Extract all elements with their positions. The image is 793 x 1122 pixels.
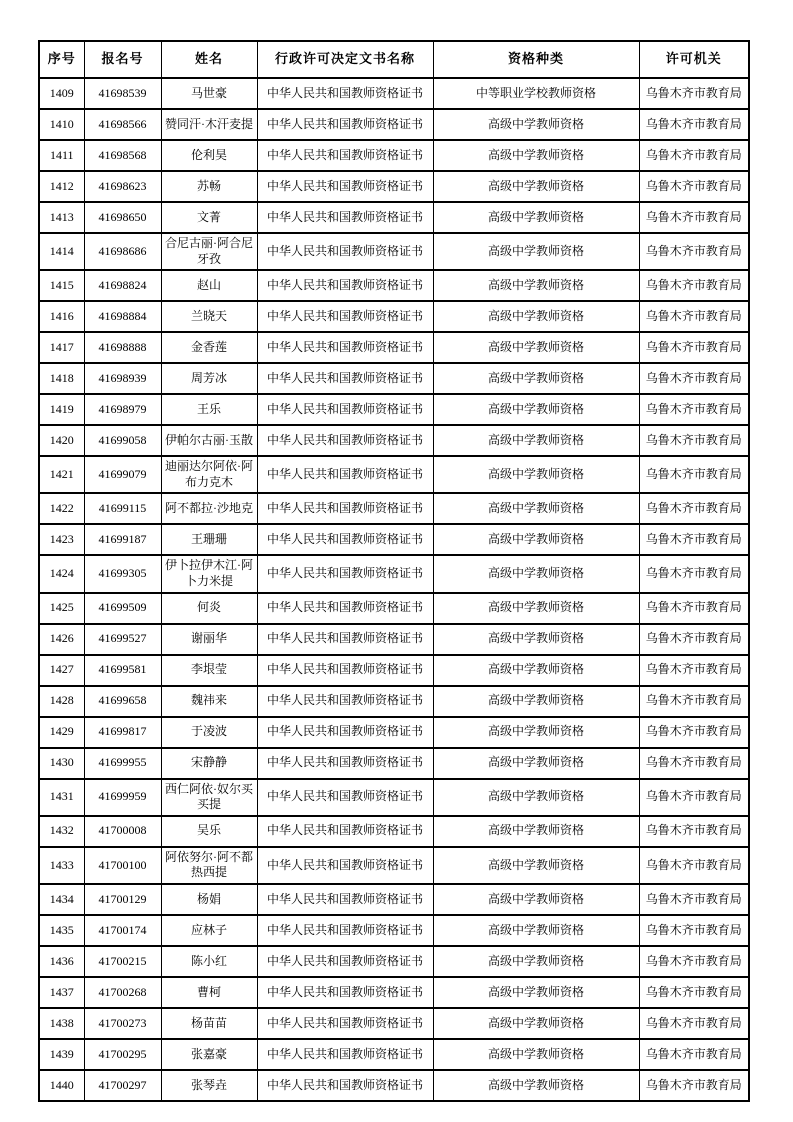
table-row [39, 915, 749, 946]
cell-registration-number: 41698824 [84, 270, 161, 301]
table-row [39, 1008, 749, 1039]
column-header-registration-number: 报名号 [84, 41, 161, 78]
table-row [39, 301, 749, 332]
cell-index: 1436 [39, 946, 84, 977]
cell-index: 1418 [39, 363, 84, 394]
cell-qualification-type: 高级中学教师资格 [433, 301, 639, 332]
cell-name: 赞同汗·木汗麦提 [161, 109, 257, 140]
cell-name: 何炎 [161, 593, 257, 624]
table-row [39, 202, 749, 233]
cell-name: 文菁 [161, 202, 257, 233]
cell-authority: 乌鲁木齐市教育局 [639, 363, 749, 394]
cell-registration-number: 41699959 [84, 779, 161, 816]
cell-document-title: 中华人民共和国教师资格证书 [257, 1070, 433, 1101]
cell-document-title: 中华人民共和国教师资格证书 [257, 717, 433, 748]
cell-document-title: 中华人民共和国教师资格证书 [257, 202, 433, 233]
column-header-name: 姓名 [161, 41, 257, 78]
table-row [39, 717, 749, 748]
cell-registration-number: 41698888 [84, 332, 161, 363]
cell-document-title: 中华人民共和国教师资格证书 [257, 171, 433, 202]
cell-registration-number: 41698884 [84, 301, 161, 332]
table-row [39, 655, 749, 686]
cell-qualification-type: 高级中学教师资格 [433, 624, 639, 655]
cell-authority: 乌鲁木齐市教育局 [639, 717, 749, 748]
cell-name: 伊帕尔古丽·玉散 [161, 425, 257, 456]
cell-authority: 乌鲁木齐市教育局 [639, 171, 749, 202]
cell-qualification-type: 高级中学教师资格 [433, 717, 639, 748]
cell-name: 吴乐 [161, 816, 257, 847]
cell-registration-number: 41698568 [84, 140, 161, 171]
cell-index: 1414 [39, 233, 84, 270]
table-row [39, 977, 749, 1008]
cell-index: 1426 [39, 624, 84, 655]
cell-document-title: 中华人民共和国教师资格证书 [257, 270, 433, 301]
cell-name: 阿不都拉·沙地克 [161, 493, 257, 524]
cell-name: 苏畅 [161, 171, 257, 202]
cell-registration-number: 41699115 [84, 493, 161, 524]
cell-name: 谢丽华 [161, 624, 257, 655]
cell-qualification-type: 高级中学教师资格 [433, 847, 639, 884]
table-row [39, 1039, 749, 1070]
cell-registration-number: 41698623 [84, 171, 161, 202]
cell-registration-number: 41699955 [84, 748, 161, 779]
cell-qualification-type: 高级中学教师资格 [433, 425, 639, 456]
cell-index: 1419 [39, 394, 84, 425]
cell-document-title: 中华人民共和国教师资格证书 [257, 140, 433, 171]
cell-registration-number: 41700297 [84, 1070, 161, 1101]
table-row [39, 425, 749, 456]
cell-registration-number: 41698686 [84, 233, 161, 270]
cell-qualification-type: 高级中学教师资格 [433, 1039, 639, 1070]
cell-index: 1422 [39, 493, 84, 524]
cell-qualification-type: 高级中学教师资格 [433, 363, 639, 394]
cell-registration-number: 41699305 [84, 555, 161, 592]
cell-authority: 乌鲁木齐市教育局 [639, 78, 749, 109]
table-row [39, 748, 749, 779]
cell-authority: 乌鲁木齐市教育局 [639, 1008, 749, 1039]
cell-qualification-type: 高级中学教师资格 [433, 202, 639, 233]
table-row [39, 884, 749, 915]
cell-document-title: 中华人民共和国教师资格证书 [257, 109, 433, 140]
cell-name: 周芳冰 [161, 363, 257, 394]
cell-index: 1421 [39, 456, 84, 493]
cell-document-title: 中华人民共和国教师资格证书 [257, 1039, 433, 1070]
cell-registration-number: 41700129 [84, 884, 161, 915]
cell-document-title: 中华人民共和国教师资格证书 [257, 394, 433, 425]
cell-name: 李垠莹 [161, 655, 257, 686]
cell-qualification-type: 高级中学教师资格 [433, 555, 639, 592]
cell-authority: 乌鲁木齐市教育局 [639, 493, 749, 524]
cell-document-title: 中华人民共和国教师资格证书 [257, 593, 433, 624]
cell-name: 赵山 [161, 270, 257, 301]
cell-authority: 乌鲁木齐市教育局 [639, 109, 749, 140]
cell-qualification-type: 高级中学教师资格 [433, 140, 639, 171]
table-row [39, 332, 749, 363]
cell-authority: 乌鲁木齐市教育局 [639, 1039, 749, 1070]
cell-authority: 乌鲁木齐市教育局 [639, 624, 749, 655]
cell-registration-number: 41700273 [84, 1008, 161, 1039]
cell-name: 王珊珊 [161, 524, 257, 555]
cell-qualification-type: 高级中学教师资格 [433, 233, 639, 270]
table-row [39, 233, 749, 270]
cell-name: 金香莲 [161, 332, 257, 363]
cell-name: 马世豪 [161, 78, 257, 109]
table-row [39, 779, 749, 816]
cell-authority: 乌鲁木齐市教育局 [639, 332, 749, 363]
cell-index: 1413 [39, 202, 84, 233]
cell-name: 陈小红 [161, 946, 257, 977]
cell-index: 1440 [39, 1070, 84, 1101]
column-header-qualification-type: 资格种类 [433, 41, 639, 78]
cell-registration-number: 41700008 [84, 816, 161, 847]
cell-authority: 乌鲁木齐市教育局 [639, 524, 749, 555]
cell-index: 1411 [39, 140, 84, 171]
cell-authority: 乌鲁木齐市教育局 [639, 555, 749, 592]
cell-qualification-type: 高级中学教师资格 [433, 493, 639, 524]
cell-qualification-type: 高级中学教师资格 [433, 748, 639, 779]
column-header-document-title: 行政许可决定文书名称 [257, 41, 433, 78]
cell-index: 1420 [39, 425, 84, 456]
cell-qualification-type: 高级中学教师资格 [433, 270, 639, 301]
cell-index: 1412 [39, 171, 84, 202]
cell-document-title: 中华人民共和国教师资格证书 [257, 686, 433, 717]
cell-document-title: 中华人民共和国教师资格证书 [257, 977, 433, 1008]
cell-name: 王乐 [161, 394, 257, 425]
cell-index: 1431 [39, 779, 84, 816]
cell-index: 1427 [39, 655, 84, 686]
cell-registration-number: 41700215 [84, 946, 161, 977]
cell-index: 1429 [39, 717, 84, 748]
table-row [39, 363, 749, 394]
table-row [39, 524, 749, 555]
cell-name: 张嘉豪 [161, 1039, 257, 1070]
cell-qualification-type: 高级中学教师资格 [433, 884, 639, 915]
cell-registration-number: 41699187 [84, 524, 161, 555]
cell-authority: 乌鲁木齐市教育局 [639, 915, 749, 946]
cell-qualification-type: 中等职业学校教师资格 [433, 78, 639, 109]
cell-name: 杨娟 [161, 884, 257, 915]
cell-index: 1438 [39, 1008, 84, 1039]
cell-name: 伊卜拉伊木江·阿卜力米提 [161, 555, 257, 592]
cell-qualification-type: 高级中学教师资格 [433, 109, 639, 140]
cell-qualification-type: 高级中学教师资格 [433, 394, 639, 425]
cell-registration-number: 41699658 [84, 686, 161, 717]
cell-authority: 乌鲁木齐市教育局 [639, 270, 749, 301]
cell-authority: 乌鲁木齐市教育局 [639, 394, 749, 425]
cell-index: 1439 [39, 1039, 84, 1070]
license-records-table [38, 40, 750, 1102]
cell-document-title: 中华人民共和国教师资格证书 [257, 915, 433, 946]
cell-qualification-type: 高级中学教师资格 [433, 171, 639, 202]
cell-index: 1417 [39, 332, 84, 363]
table-row [39, 493, 749, 524]
cell-document-title: 中华人民共和国教师资格证书 [257, 425, 433, 456]
column-header-authority: 许可机关 [639, 41, 749, 78]
table-header-row [39, 41, 749, 78]
cell-index: 1410 [39, 109, 84, 140]
cell-index: 1428 [39, 686, 84, 717]
cell-name: 合尼古丽·阿合尼牙孜 [161, 233, 257, 270]
cell-authority: 乌鲁木齐市教育局 [639, 140, 749, 171]
cell-document-title: 中华人民共和国教师资格证书 [257, 524, 433, 555]
table-row [39, 1070, 749, 1101]
cell-document-title: 中华人民共和国教师资格证书 [257, 456, 433, 493]
table-row [39, 624, 749, 655]
cell-name: 阿依努尔·阿不都热西提 [161, 847, 257, 884]
cell-authority: 乌鲁木齐市教育局 [639, 425, 749, 456]
cell-index: 1425 [39, 593, 84, 624]
column-header-index: 序号 [39, 41, 84, 78]
cell-name: 张琴垚 [161, 1070, 257, 1101]
cell-document-title: 中华人民共和国教师资格证书 [257, 624, 433, 655]
cell-qualification-type: 高级中学教师资格 [433, 816, 639, 847]
cell-registration-number: 41698650 [84, 202, 161, 233]
cell-document-title: 中华人民共和国教师资格证书 [257, 946, 433, 977]
cell-qualification-type: 高级中学教师资格 [433, 655, 639, 686]
cell-document-title: 中华人民共和国教师资格证书 [257, 816, 433, 847]
cell-authority: 乌鲁木齐市教育局 [639, 655, 749, 686]
cell-authority: 乌鲁木齐市教育局 [639, 946, 749, 977]
cell-registration-number: 41699079 [84, 456, 161, 493]
table-row [39, 847, 749, 884]
cell-document-title: 中华人民共和国教师资格证书 [257, 493, 433, 524]
cell-authority: 乌鲁木齐市教育局 [639, 884, 749, 915]
cell-index: 1430 [39, 748, 84, 779]
cell-qualification-type: 高级中学教师资格 [433, 1008, 639, 1039]
cell-qualification-type: 高级中学教师资格 [433, 686, 639, 717]
cell-name: 应林子 [161, 915, 257, 946]
cell-document-title: 中华人民共和国教师资格证书 [257, 1008, 433, 1039]
cell-document-title: 中华人民共和国教师资格证书 [257, 555, 433, 592]
cell-authority: 乌鲁木齐市教育局 [639, 233, 749, 270]
cell-document-title: 中华人民共和国教师资格证书 [257, 779, 433, 816]
cell-registration-number: 41700100 [84, 847, 161, 884]
cell-registration-number: 41700295 [84, 1039, 161, 1070]
cell-authority: 乌鲁木齐市教育局 [639, 593, 749, 624]
table-row [39, 555, 749, 592]
cell-index: 1415 [39, 270, 84, 301]
cell-document-title: 中华人民共和国教师资格证书 [257, 363, 433, 394]
table-row [39, 686, 749, 717]
cell-registration-number: 41699509 [84, 593, 161, 624]
cell-index: 1409 [39, 78, 84, 109]
cell-authority: 乌鲁木齐市教育局 [639, 977, 749, 1008]
cell-document-title: 中华人民共和国教师资格证书 [257, 301, 433, 332]
cell-document-title: 中华人民共和国教师资格证书 [257, 655, 433, 686]
cell-document-title: 中华人民共和国教师资格证书 [257, 332, 433, 363]
cell-qualification-type: 高级中学教师资格 [433, 524, 639, 555]
cell-document-title: 中华人民共和国教师资格证书 [257, 233, 433, 270]
table-row [39, 816, 749, 847]
cell-registration-number: 41698539 [84, 78, 161, 109]
cell-authority: 乌鲁木齐市教育局 [639, 202, 749, 233]
cell-authority: 乌鲁木齐市教育局 [639, 1070, 749, 1101]
cell-name: 西仁阿依·奴尔买买提 [161, 779, 257, 816]
cell-authority: 乌鲁木齐市教育局 [639, 456, 749, 493]
cell-authority: 乌鲁木齐市教育局 [639, 748, 749, 779]
cell-name: 杨苗苗 [161, 1008, 257, 1039]
table-row [39, 270, 749, 301]
cell-qualification-type: 高级中学教师资格 [433, 593, 639, 624]
table-row [39, 109, 749, 140]
cell-index: 1437 [39, 977, 84, 1008]
cell-authority: 乌鲁木齐市教育局 [639, 816, 749, 847]
cell-authority: 乌鲁木齐市教育局 [639, 686, 749, 717]
table-row [39, 946, 749, 977]
cell-index: 1435 [39, 915, 84, 946]
cell-index: 1424 [39, 555, 84, 592]
cell-authority: 乌鲁木齐市教育局 [639, 779, 749, 816]
cell-index: 1433 [39, 847, 84, 884]
cell-qualification-type: 高级中学教师资格 [433, 915, 639, 946]
cell-name: 伦利昊 [161, 140, 257, 171]
cell-name: 魏祎来 [161, 686, 257, 717]
cell-registration-number: 41699581 [84, 655, 161, 686]
cell-registration-number: 41698939 [84, 363, 161, 394]
table-row [39, 456, 749, 493]
table-body [39, 78, 749, 1101]
cell-name: 迪丽达尔阿依·阿布力克木 [161, 456, 257, 493]
table-row [39, 394, 749, 425]
cell-document-title: 中华人民共和国教师资格证书 [257, 884, 433, 915]
cell-index: 1416 [39, 301, 84, 332]
cell-name: 曹柯 [161, 977, 257, 1008]
table-row [39, 593, 749, 624]
cell-qualification-type: 高级中学教师资格 [433, 977, 639, 1008]
cell-authority: 乌鲁木齐市教育局 [639, 301, 749, 332]
cell-index: 1434 [39, 884, 84, 915]
cell-registration-number: 41698566 [84, 109, 161, 140]
cell-registration-number: 41700174 [84, 915, 161, 946]
table-row [39, 140, 749, 171]
cell-qualification-type: 高级中学教师资格 [433, 332, 639, 363]
table-row [39, 171, 749, 202]
cell-qualification-type: 高级中学教师资格 [433, 1070, 639, 1101]
cell-document-title: 中华人民共和国教师资格证书 [257, 78, 433, 109]
cell-name: 兰晓天 [161, 301, 257, 332]
cell-registration-number: 41698979 [84, 394, 161, 425]
cell-qualification-type: 高级中学教师资格 [433, 456, 639, 493]
cell-registration-number: 41699817 [84, 717, 161, 748]
cell-document-title: 中华人民共和国教师资格证书 [257, 847, 433, 884]
cell-authority: 乌鲁木齐市教育局 [639, 847, 749, 884]
cell-name: 于凌波 [161, 717, 257, 748]
cell-qualification-type: 高级中学教师资格 [433, 946, 639, 977]
cell-index: 1423 [39, 524, 84, 555]
cell-qualification-type: 高级中学教师资格 [433, 779, 639, 816]
cell-registration-number: 41700268 [84, 977, 161, 1008]
cell-document-title: 中华人民共和国教师资格证书 [257, 748, 433, 779]
cell-name: 宋静静 [161, 748, 257, 779]
cell-registration-number: 41699527 [84, 624, 161, 655]
cell-index: 1432 [39, 816, 84, 847]
cell-registration-number: 41699058 [84, 425, 161, 456]
table-row [39, 78, 749, 109]
